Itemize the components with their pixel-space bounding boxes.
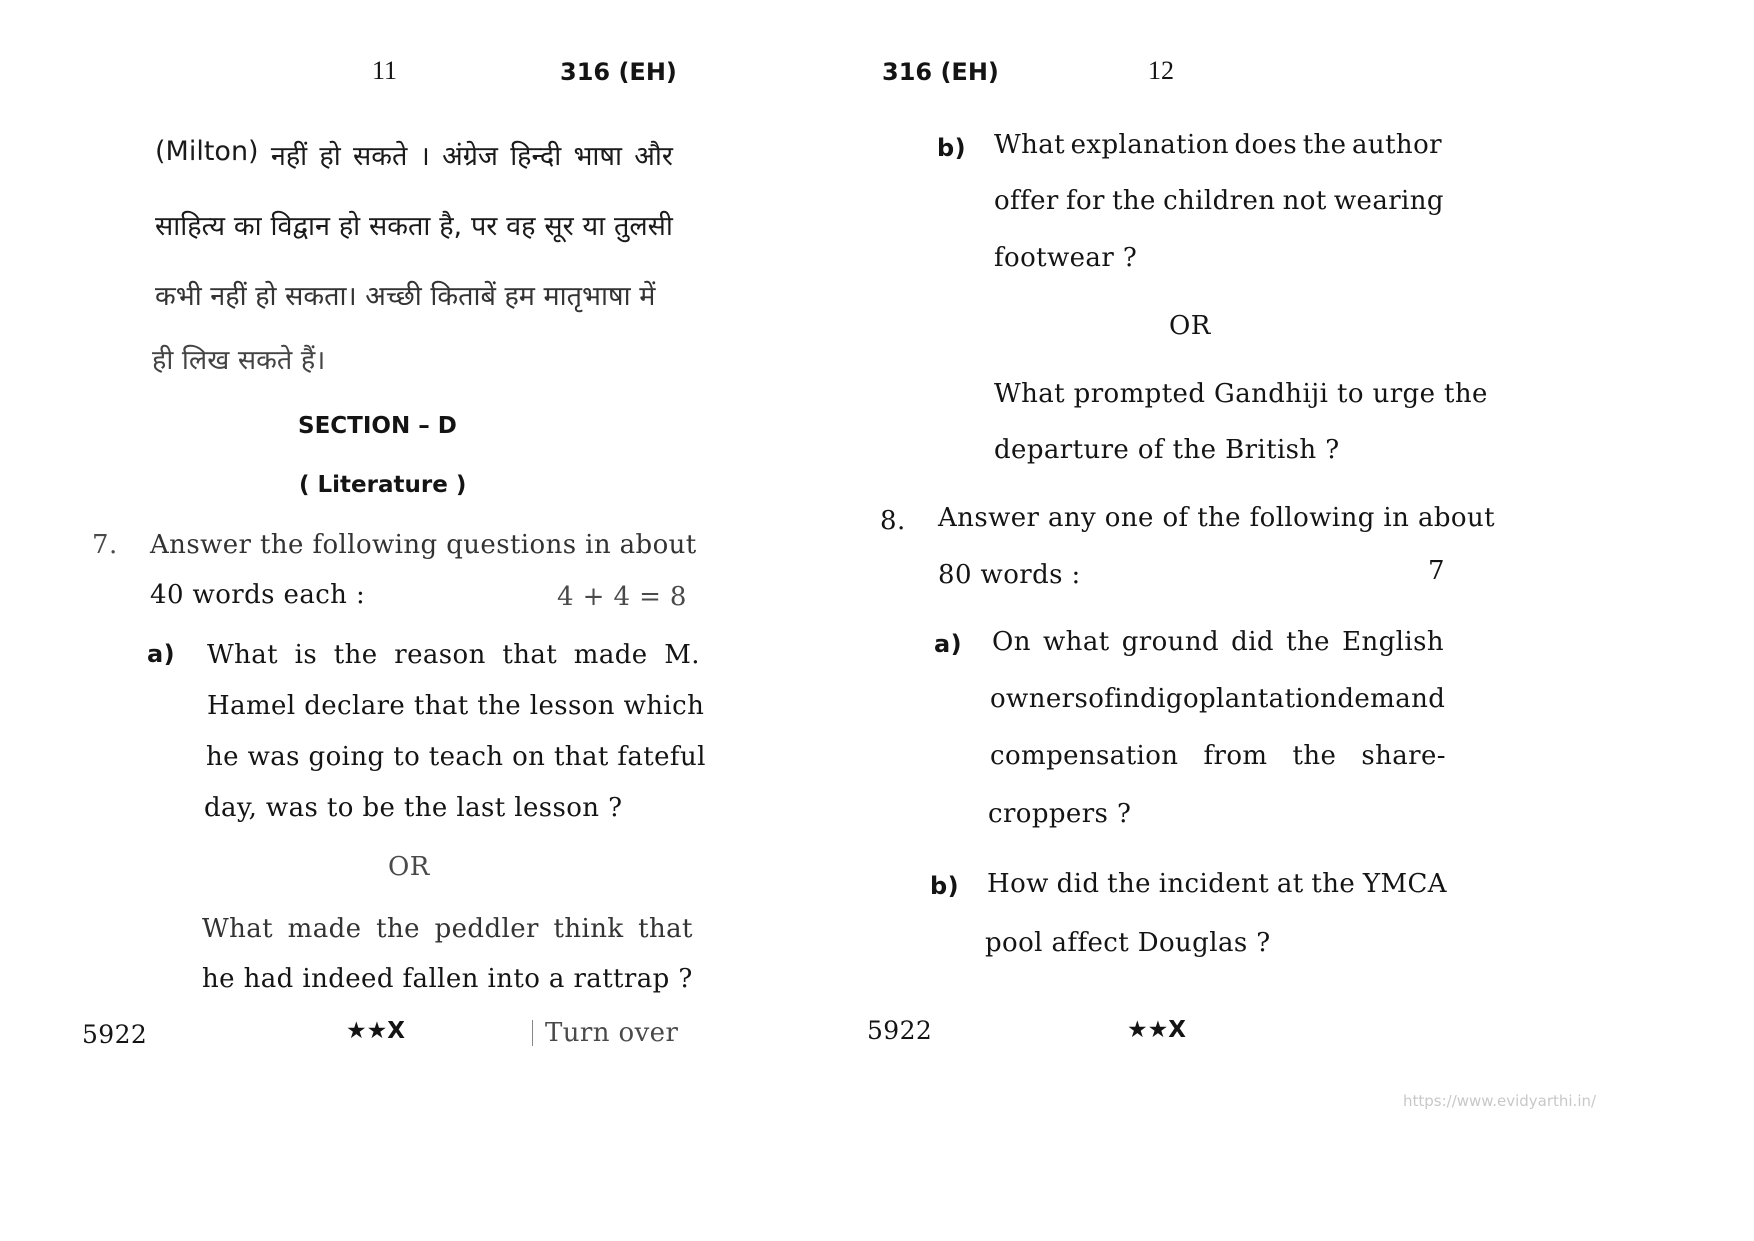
q7-marks: 4 + 4 = 8 (557, 582, 687, 612)
q8-marks: 7 (1428, 556, 1445, 586)
left-footer-code: 5922 (82, 1020, 148, 1049)
right-page-number: 12 (1148, 56, 1174, 85)
q7b-line-2: offer for the children not wearing (994, 186, 1444, 216)
q7b-alt-line-2: departure of the British ? (994, 435, 1340, 465)
q7-alt-line-1: What made the peddler think that (202, 914, 693, 944)
left-paper-code: 316 (EH) (560, 58, 677, 86)
q8-instruction-line-2: 80 words : (938, 560, 1081, 590)
q8a-label: a) (934, 630, 962, 658)
left-footer-divider (532, 1020, 533, 1046)
q7a-line-1: What is the reason that made M. (207, 640, 700, 670)
hindi-line-1: (Milton) नहीं हो सकते । अंग्रेज हिन्दी भाषा और (155, 136, 673, 172)
q7a-line-3: he was going to teach on that fateful (206, 742, 706, 772)
q8b-label: b) (930, 872, 959, 900)
q8-number: 8. (880, 506, 906, 536)
q7b-alt-line-1: What prompted Gandhiji to urge the (994, 379, 1488, 409)
q7a-label: a) (147, 640, 175, 668)
q8a-line-4: croppers ? (988, 799, 1132, 829)
q7a-line-2: Hamel declare that the lesson which (207, 691, 705, 721)
q7-instruction-line-1: Answer the following questions in about (150, 530, 697, 560)
q8-instruction-line-1: Answer any one of the following in about (938, 503, 1495, 533)
q8a-line-3: compensation from the share- (990, 741, 1446, 771)
right-paper-code: 316 (EH) (882, 58, 999, 86)
left-page-number: 11 (372, 56, 398, 85)
q7b-or-label: OR (1169, 311, 1211, 341)
q7-instruction-line-2: 40 words each : (150, 580, 366, 610)
q7b-label: b) (937, 134, 966, 162)
turn-over-label: Turn over (545, 1018, 679, 1048)
q7-number: 7. (92, 530, 118, 560)
q8b-line-1: How did the incident at the YMCA (987, 869, 1447, 899)
q7b-line-3: footwear ? (994, 243, 1138, 273)
left-footer-symbols: ★★X (346, 1018, 405, 1044)
q7-alt-line-2: he had indeed fallen into a rattrap ? (202, 964, 693, 994)
section-heading: SECTION – D (298, 413, 457, 439)
section-subheading: ( Literature ) (299, 472, 467, 498)
q8a-line-1: On what ground did the English (992, 627, 1444, 657)
q8b-line-2: pool affect Douglas ? (985, 928, 1271, 958)
hindi-line-2: साहित्य का विद्वान हो सकता है, पर वह सूर या तुलसी (155, 211, 673, 242)
q8a-line-2: owners of indigo plantation demand (990, 684, 1446, 714)
hindi-line-4: ही लिख सकते हैं। (152, 345, 326, 376)
watermark-url: https://www.evidyarthi.in/ (1403, 1092, 1597, 1110)
q7a-line-4: day, was to be the last lesson ? (204, 793, 623, 823)
right-footer-symbols: ★★X (1127, 1017, 1186, 1043)
q7-or-label: OR (388, 852, 430, 882)
q7b-line-1: What explanation does the author (994, 130, 1442, 160)
hindi-line-3: कभी नहीं हो सकता। अच्छी किताबें हम मातृभाषा में (155, 281, 656, 312)
right-footer-code: 5922 (867, 1016, 933, 1045)
